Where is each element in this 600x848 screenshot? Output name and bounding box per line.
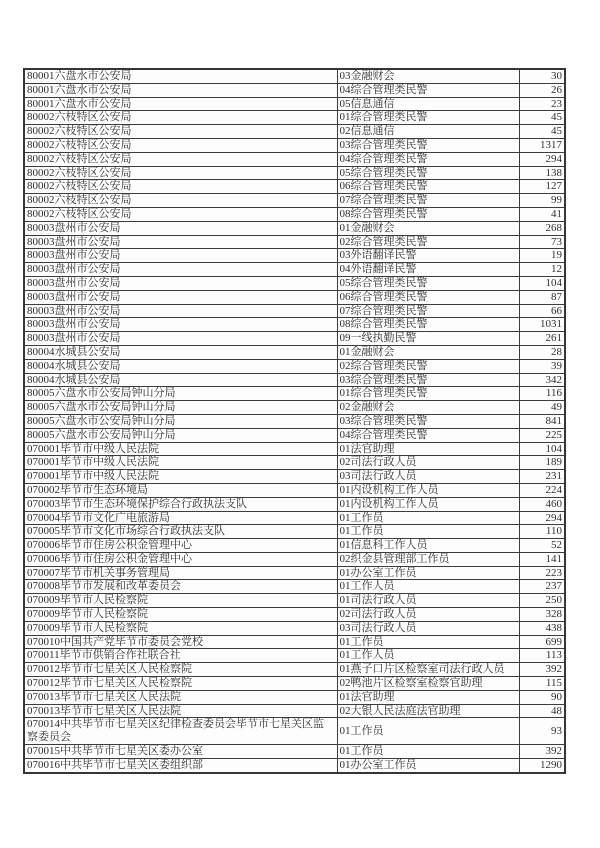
table-row	[24, 608, 565, 622]
position-cell: 09一线执勤民警	[337, 332, 519, 346]
unit-cell: 070013毕节市七星关区人民法院	[24, 690, 337, 704]
count-cell: 52	[519, 539, 565, 553]
position-cell: 01内设机构工作人员	[337, 497, 519, 511]
count-cell: 342	[519, 373, 565, 387]
table-row	[24, 125, 565, 139]
table-row	[24, 290, 565, 304]
table-row	[24, 483, 565, 497]
unit-cell: 070003毕节市生态环境保护综合行政执法支队	[24, 497, 337, 511]
position-cell: 01法官助理	[337, 690, 519, 704]
unit-cell: 80005六盘水市公安局钟山分局	[24, 428, 337, 442]
table-row	[24, 758, 565, 772]
table-row	[24, 249, 565, 263]
table-row	[24, 718, 565, 745]
position-cell: 01工作员	[337, 525, 519, 539]
position-cell: 04综合管理类民警	[337, 83, 519, 97]
position-cell: 02大银人民法庭法官助理	[337, 704, 519, 718]
unit-cell: 070012毕节市七星关区人民检察院	[24, 677, 337, 691]
table-row	[24, 111, 565, 125]
count-cell: 268	[519, 221, 565, 235]
count-cell: 90	[519, 690, 565, 704]
count-cell: 328	[519, 608, 565, 622]
count-cell: 1031	[519, 318, 565, 332]
unit-cell: 070009毕节市人民检察院	[24, 621, 337, 635]
unit-cell: 80003盘州市公安局	[24, 290, 337, 304]
position-cell: 05信息通信	[337, 97, 519, 111]
count-cell: 294	[519, 511, 565, 525]
table-row	[24, 511, 565, 525]
table-row	[24, 704, 565, 718]
unit-cell: 80003盘州市公安局	[24, 332, 337, 346]
position-cell: 04综合管理类民警	[337, 152, 519, 166]
count-cell: 19	[519, 249, 565, 263]
count-cell: 99	[519, 194, 565, 208]
position-cell: 01工作人员	[337, 649, 519, 663]
table-row	[24, 221, 565, 235]
unit-cell: 80005六盘水市公安局钟山分局	[24, 401, 337, 415]
position-cell: 02司法行政人员	[337, 608, 519, 622]
unit-cell: 80003盘州市公安局	[24, 263, 337, 277]
count-cell: 115	[519, 677, 565, 691]
table-row	[24, 690, 565, 704]
position-cell: 03司法行政人员	[337, 470, 519, 484]
table-row	[24, 401, 565, 415]
count-cell: 39	[519, 359, 565, 373]
position-cell: 01工作员	[337, 635, 519, 649]
count-cell: 113	[519, 649, 565, 663]
position-cell: 02金融财会	[337, 401, 519, 415]
unit-cell: 80004水城县公安局	[24, 373, 337, 387]
unit-cell: 070012毕节市七星关区人民检察院	[24, 663, 337, 677]
count-cell: 438	[519, 621, 565, 635]
table-row	[24, 414, 565, 428]
unit-cell: 80002六枝特区公安局	[24, 125, 337, 139]
position-cell: 06综合管理类民警	[337, 180, 519, 194]
count-cell: 138	[519, 166, 565, 180]
position-cell: 01内设机构工作人员	[337, 483, 519, 497]
position-cell: 01工作员	[337, 718, 519, 745]
position-cell: 05综合管理类民警	[337, 166, 519, 180]
unit-cell: 80002六枝特区公安局	[24, 111, 337, 125]
table-row	[24, 387, 565, 401]
count-cell: 30	[519, 69, 565, 83]
position-cell: 02信息通信	[337, 125, 519, 139]
unit-cell: 070015中共毕节市七星关区委办公室	[24, 745, 337, 759]
positions-table	[23, 68, 566, 774]
position-cell: 01信息科工作人员	[337, 539, 519, 553]
unit-cell: 80004水城县公安局	[24, 345, 337, 359]
count-cell: 12	[519, 263, 565, 277]
table-row	[24, 332, 565, 346]
count-cell: 1317	[519, 138, 565, 152]
position-cell: 01司法行政人员	[337, 594, 519, 608]
unit-cell: 80003盘州市公安局	[24, 235, 337, 249]
count-cell: 223	[519, 566, 565, 580]
count-cell: 261	[519, 332, 565, 346]
table-row	[24, 69, 565, 83]
position-cell: 01金融财会	[337, 345, 519, 359]
position-cell: 08综合管理类民警	[337, 318, 519, 332]
count-cell: 224	[519, 483, 565, 497]
table-row	[24, 359, 565, 373]
unit-cell: 070001毕节市中级人民法院	[24, 456, 337, 470]
count-cell: 73	[519, 235, 565, 249]
unit-cell: 070011毕节市供销合作社联合社	[24, 649, 337, 663]
count-cell: 699	[519, 635, 565, 649]
table-row	[24, 373, 565, 387]
table-row	[24, 539, 565, 553]
unit-cell: 80002六枝特区公安局	[24, 207, 337, 221]
position-cell: 03综合管理类民警	[337, 373, 519, 387]
position-cell: 02织金县管理部工作员	[337, 552, 519, 566]
unit-cell: 070009毕节市人民检察院	[24, 594, 337, 608]
unit-cell: 070016中共毕节市七星关区委组织部	[24, 758, 337, 772]
position-cell: 01金融财会	[337, 221, 519, 235]
unit-cell: 070002毕节市生态环境局	[24, 483, 337, 497]
table-row	[24, 152, 565, 166]
position-cell: 02综合管理类民警	[337, 235, 519, 249]
count-cell: 41	[519, 207, 565, 221]
unit-cell: 80001六盘水市公安局	[24, 97, 337, 111]
position-cell: 03司法行政人员	[337, 621, 519, 635]
unit-cell: 80001六盘水市公安局	[24, 83, 337, 97]
position-cell: 01综合管理类民警	[337, 111, 519, 125]
count-cell: 392	[519, 745, 565, 759]
count-cell: 225	[519, 428, 565, 442]
table-row	[24, 97, 565, 111]
table-row	[24, 580, 565, 594]
unit-cell: 80003盘州市公安局	[24, 221, 337, 235]
position-cell: 01法官助理	[337, 442, 519, 456]
count-cell: 127	[519, 180, 565, 194]
count-cell: 250	[519, 594, 565, 608]
table-row	[24, 456, 565, 470]
unit-cell: 070008毕节市发展和改革委员会	[24, 580, 337, 594]
table-row	[24, 138, 565, 152]
position-cell: 02司法行政人员	[337, 456, 519, 470]
table-row	[24, 470, 565, 484]
position-cell: 01工作人员	[337, 580, 519, 594]
count-cell: 49	[519, 401, 565, 415]
position-cell: 02综合管理类民警	[337, 359, 519, 373]
position-cell: 08综合管理类民警	[337, 207, 519, 221]
position-cell: 05综合管理类民警	[337, 276, 519, 290]
unit-cell: 070009毕节市人民检察院	[24, 608, 337, 622]
position-cell: 07综合管理类民警	[337, 304, 519, 318]
table-row	[24, 594, 565, 608]
table-row	[24, 497, 565, 511]
unit-cell: 070014中共毕节市七星关区纪律检查委员会毕节市七星关区监察委员会	[24, 718, 337, 745]
unit-cell: 070006毕节市住房公积金管理中心	[24, 539, 337, 553]
table-row	[24, 552, 565, 566]
unit-cell: 80003盘州市公安局	[24, 304, 337, 318]
position-cell: 02鸭池片区检察室检察官助理	[337, 677, 519, 691]
table-row	[24, 745, 565, 759]
position-cell: 01综合管理类民警	[337, 387, 519, 401]
table-row	[24, 345, 565, 359]
table-row	[24, 442, 565, 456]
count-cell: 392	[519, 663, 565, 677]
position-cell: 03外语翻译民警	[337, 249, 519, 263]
count-cell: 93	[519, 718, 565, 745]
count-cell: 28	[519, 345, 565, 359]
table-row	[24, 207, 565, 221]
table-row	[24, 663, 565, 677]
count-cell: 116	[519, 387, 565, 401]
unit-cell: 80002六枝特区公安局	[24, 138, 337, 152]
table-row	[24, 677, 565, 691]
count-cell: 460	[519, 497, 565, 511]
unit-cell: 070010中国共产党毕节市委员会党校	[24, 635, 337, 649]
unit-cell: 80001六盘水市公安局	[24, 69, 337, 83]
count-cell: 26	[519, 83, 565, 97]
table-row	[24, 304, 565, 318]
position-cell: 07综合管理类民警	[337, 194, 519, 208]
position-cell: 01办公室工作员	[337, 566, 519, 580]
table-row	[24, 83, 565, 97]
count-cell: 237	[519, 580, 565, 594]
position-cell: 01工作员	[337, 511, 519, 525]
unit-cell: 80003盘州市公安局	[24, 276, 337, 290]
table-row	[24, 318, 565, 332]
position-cell: 03综合管理类民警	[337, 138, 519, 152]
count-cell: 104	[519, 442, 565, 456]
unit-cell: 80002六枝特区公安局	[24, 152, 337, 166]
unit-cell: 070013毕节市七星关区人民法院	[24, 704, 337, 718]
unit-cell: 80005六盘水市公安局钟山分局	[24, 387, 337, 401]
positions-table-body	[24, 69, 565, 773]
table-row	[24, 263, 565, 277]
unit-cell: 070004毕节市文化广电旅游局	[24, 511, 337, 525]
unit-cell: 80002六枝特区公安局	[24, 180, 337, 194]
table-row	[24, 428, 565, 442]
position-cell: 06综合管理类民警	[337, 290, 519, 304]
position-cell: 01燕子口片区检察室司法行政人员	[337, 663, 519, 677]
table-row	[24, 525, 565, 539]
count-cell: 110	[519, 525, 565, 539]
table-row	[24, 276, 565, 290]
count-cell: 189	[519, 456, 565, 470]
unit-cell: 80002六枝特区公安局	[24, 194, 337, 208]
count-cell: 1290	[519, 758, 565, 772]
unit-cell: 80002六枝特区公安局	[24, 166, 337, 180]
position-cell: 03金融财会	[337, 69, 519, 83]
count-cell: 48	[519, 704, 565, 718]
count-cell: 141	[519, 552, 565, 566]
count-cell: 104	[519, 276, 565, 290]
table-row	[24, 566, 565, 580]
count-cell: 45	[519, 125, 565, 139]
position-cell: 04外语翻译民警	[337, 263, 519, 277]
position-cell: 01工作员	[337, 745, 519, 759]
table-row	[24, 180, 565, 194]
unit-cell: 80005六盘水市公安局钟山分局	[24, 414, 337, 428]
count-cell: 294	[519, 152, 565, 166]
count-cell: 66	[519, 304, 565, 318]
table-row	[24, 635, 565, 649]
table-row	[24, 621, 565, 635]
count-cell: 87	[519, 290, 565, 304]
unit-cell: 070007毕节市机关事务管理局	[24, 566, 337, 580]
count-cell: 231	[519, 470, 565, 484]
count-cell: 45	[519, 111, 565, 125]
unit-cell: 80004水城县公安局	[24, 359, 337, 373]
position-cell: 03综合管理类民警	[337, 414, 519, 428]
table-row	[24, 166, 565, 180]
count-cell: 23	[519, 97, 565, 111]
count-cell: 841	[519, 414, 565, 428]
position-cell: 01办公室工作员	[337, 758, 519, 772]
table-row	[24, 235, 565, 249]
unit-cell: 070005毕节市文化市场综合行政执法支队	[24, 525, 337, 539]
unit-cell: 070001毕节市中级人民法院	[24, 470, 337, 484]
unit-cell: 070001毕节市中级人民法院	[24, 442, 337, 456]
table-row	[24, 194, 565, 208]
unit-cell: 80003盘州市公安局	[24, 318, 337, 332]
table-row	[24, 649, 565, 663]
unit-cell: 80003盘州市公安局	[24, 249, 337, 263]
position-cell: 04综合管理类民警	[337, 428, 519, 442]
unit-cell: 070006毕节市住房公积金管理中心	[24, 552, 337, 566]
